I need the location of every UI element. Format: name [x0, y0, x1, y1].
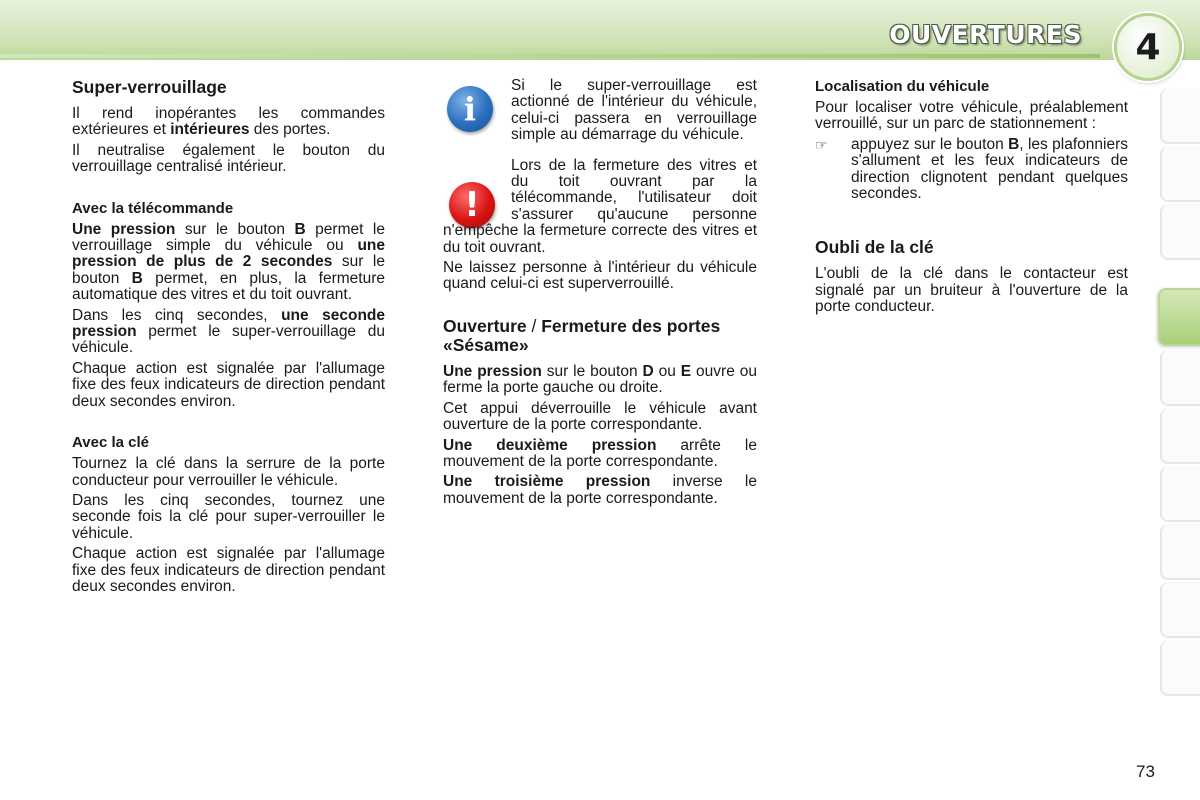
paragraph: Dans les cinq secondes, tournez une seconde fois la clé pour super-verrouiller le véhicule.: [72, 491, 385, 542]
chapter-tab[interactable]: [1160, 640, 1200, 696]
paragraph: [443, 438, 757, 471]
chapter-tab[interactable]: [1160, 582, 1200, 638]
chapter-tabs: [1160, 88, 1200, 718]
paragraph: Chaque action est signalée par l'allumage fixe des feux indicateurs de direction pendant deux secondes environ.: [72, 359, 385, 410]
text: appuyez sur le bouton: [851, 135, 1009, 153]
paragraph: Pour localiser votre véhicule, préalablement verrouillé, sur un parc de stationnement :: [815, 99, 1128, 133]
bold-text: une seconde pression: [72, 306, 385, 341]
bold-text: E: [680, 362, 692, 380]
column-right: [815, 78, 1128, 320]
bold-text: D: [642, 362, 654, 380]
warning-icon: !: [449, 182, 495, 228]
chapter-number-badge: 4: [1114, 13, 1182, 81]
pointing-hand-icon: ☞: [815, 136, 828, 153]
section-title-forgot-key: Oubli de la clé: [815, 237, 934, 258]
bold-text: Une pression: [443, 362, 542, 380]
paragraph: [443, 364, 757, 397]
chapter-tab[interactable]: [1160, 146, 1200, 202]
paragraph: [72, 222, 385, 304]
info-icon: i: [447, 86, 493, 132]
text: /: [526, 315, 542, 336]
warning-note-text-2: Ne laissez personne à l'intérieur du véhicule quand celui-ci est superverrouillé.: [443, 259, 757, 293]
bold-text: B: [294, 220, 306, 238]
page-number: 73: [1136, 762, 1155, 781]
paragraph: [72, 106, 385, 139]
text: , les plafonniers s'allument et les feux indicateurs de direction clignotent pendant quelques secondes.: [851, 135, 1128, 203]
text: Dans les cinq secondes,: [72, 306, 282, 324]
bold-text: B: [1008, 135, 1020, 153]
chapter-title: OUVERTURES: [889, 20, 1082, 49]
text: permet le super-verrouillage du véhicule.: [72, 323, 385, 357]
info-note-text: Si le super-verrouillage est actionné de l'intérieur du véhicule, celui-ci passera en verrouillage simple au démarrage du véhicule.: [511, 77, 757, 144]
text: des portes.: [249, 121, 331, 139]
paragraph: [72, 308, 385, 357]
paragraph: L'oubli de la clé dans le contacteur est signalé par un bruiteur à l'ouverture de la porte conducteur.: [815, 265, 1128, 316]
paragraph: Il neutralise également le bouton du verrouillage centralisé intérieur.: [72, 141, 385, 176]
bold-text: Une troisième pression: [443, 473, 651, 491]
bold-text: intérieures: [170, 121, 250, 139]
chapter-tab[interactable]: [1160, 350, 1200, 406]
bold-text: Une deuxième pression: [443, 436, 657, 454]
chapter-tab-active[interactable]: [1158, 288, 1200, 346]
column-left: [72, 78, 385, 599]
chapter-tab[interactable]: [1160, 466, 1200, 522]
paragraph: Cet appui déverrouille le véhicule avant ouverture de la porte correspondante.: [443, 399, 757, 434]
bullet-item: [815, 137, 1128, 203]
text: permet, en plus, la fermeture automatique des vitres et du toit ouvrant.: [72, 269, 385, 304]
info-note: [443, 78, 757, 144]
text: Il rend inopérantes les commandes extérieures et: [72, 105, 385, 139]
text: ou: [653, 362, 681, 380]
text: Ouverture: [443, 315, 527, 336]
text: inverse le mouvement de la porte correspondante.: [443, 473, 757, 507]
paragraph: Chaque action est signalée par l'allumage fixe des feux indicateurs de direction pendant deux secondes environ.: [72, 545, 385, 595]
bold-text: Une pression: [72, 220, 176, 238]
bold-text: B: [131, 269, 143, 287]
text: arrête le mouvement de la porte correspondante.: [443, 436, 757, 470]
subheading-key: Avec la clé: [72, 434, 149, 452]
chapter-tab[interactable]: [1160, 408, 1200, 464]
text: sur le bouton: [72, 253, 385, 287]
subheading-locate: Localisation du véhicule: [815, 78, 990, 95]
bold-text: une pression de plus de 2 secondes: [72, 237, 385, 271]
paragraph: Tournez la clé dans la serrure de la porte conducteur pour verrouiller le véhicule.: [72, 455, 385, 489]
warning-note-text: Lors de la fermeture des vitres et du toit ouvrant par la télécommande, l'utilisateur doit s'assurer qu'aucune personne n'empêche la fermeture correcte des vitres et du toit ouvrant.: [443, 156, 757, 256]
section-title-super-verrouillage: Super-verrouillage: [72, 77, 227, 97]
bullet-text: [851, 137, 1128, 203]
header-divider: [0, 54, 1100, 58]
text: ouvre ou ferme la porte gauche ou droite.: [443, 362, 757, 397]
subheading-remote: Avec la télécommande: [72, 199, 234, 217]
column-middle: [443, 78, 757, 511]
chapter-tab[interactable]: [1160, 524, 1200, 580]
section-title-sesame: [443, 317, 757, 355]
paragraph: [443, 474, 757, 507]
text: sur le bouton: [541, 362, 643, 380]
chapter-tab[interactable]: [1160, 88, 1200, 144]
text: sur le bouton: [175, 220, 295, 238]
text: permet le verrouillage simple du véhicule ou: [72, 220, 386, 255]
text: Fermeture des portes «Sésame»: [443, 315, 721, 355]
chapter-tab[interactable]: [1160, 204, 1200, 260]
warning-note: [443, 158, 757, 256]
